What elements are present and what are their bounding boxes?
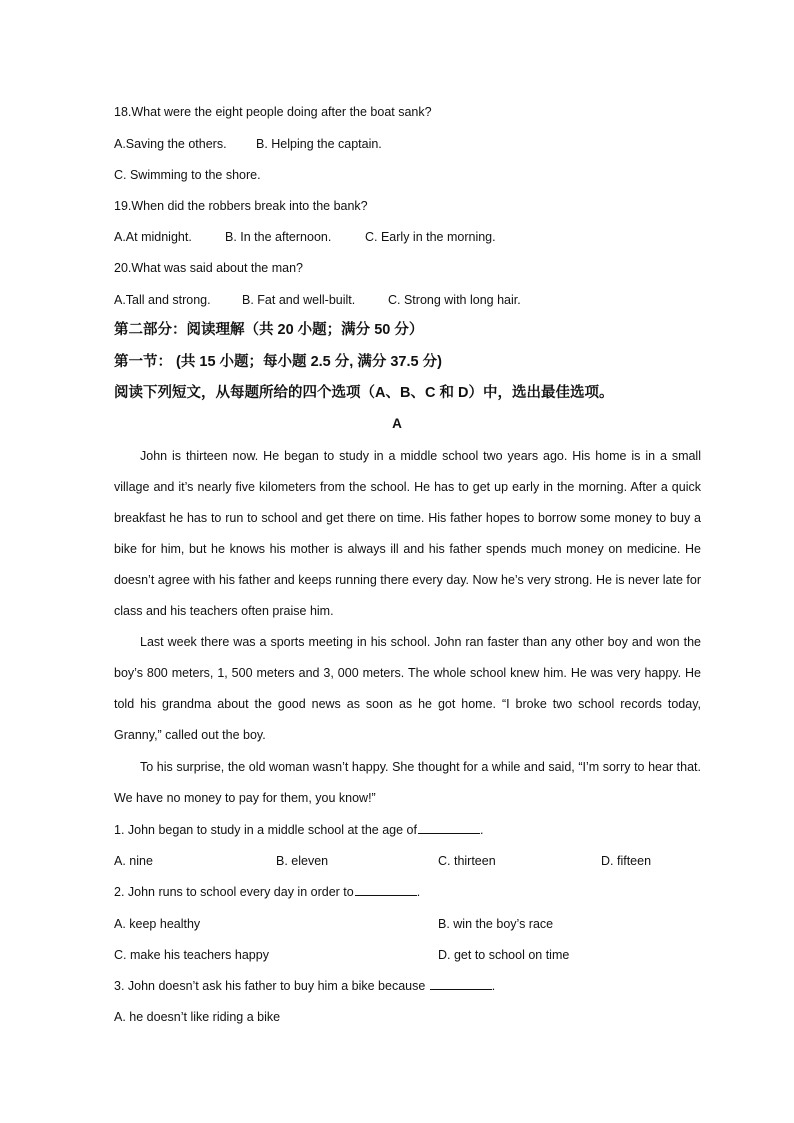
option-b: B. eleven [276,854,329,868]
question-18: 18.What were the eight people doing after the boat sank? [114,105,432,119]
option-a: A. keep healthy [114,917,201,931]
question-19: 19.When did the robbers break into the bank? [114,199,368,213]
option-c: C. Early in the morning. [365,230,496,244]
question-end: . [491,979,496,993]
question-end: . [480,823,484,837]
question-2-options-row1 [114,916,714,932]
option-c: C. Swimming to the shore. [114,168,261,182]
option-b: B. Fat and well-built. [242,293,356,307]
option-d: D. get to school on time [438,948,570,962]
option-a: A.At midnight. [114,230,192,244]
option-a: A. nine [114,854,153,868]
question-19-options [114,229,714,245]
question-18-options [114,136,714,152]
question-stem: 1. John began to study in a middle school at the age of [114,823,417,837]
question-20: 20.What was said about the man? [114,261,304,275]
option-c: C. thirteen [438,854,496,868]
option-b: B. win the boy’s race [438,917,554,931]
passage-paragraph-3: To his surprise, the old woman wasn’t happy. She thought for a while and said, “I’m sorry to hear that. We have no money to pay for them, you know!” [114,760,701,806]
question-2 [114,884,420,900]
passage-label: A [392,416,402,431]
option-a: A.Saving the others. [114,137,227,151]
option-b: B. In the afternoon. [225,230,332,244]
passage-paragraph-1: John is thirteen now. He began to study in a middle school two years ago. His home is in a small village and it’s nearly five kilometers from the school. He has to get up early in the morning. After a quick breakfast he has to run to school and get there on time. His father hopes to borrow some money to buy a bike for him, but he knows his mother is always ill and his father spends much money on medicine. He doesn’t agree with his father and keeps running there every day. Now he’s very strong. He is never late for class and his teachers often praise him. [114,449,701,619]
question-2-options-row2 [114,947,714,963]
question-20-options [114,292,714,308]
reading-instruction: 阅读下列短文，从每题所给的四个选项（A、B、C 和 D）中，选出最佳选项。 [114,385,614,401]
section1-title: 第一节： (共 15 小题；每小题 2.5 分, 满分 37.5 分) [114,354,442,370]
option-a: A. he doesn’t like riding a bike [114,1010,281,1024]
option-c: C. make his teachers happy [114,948,269,962]
question-end: . [416,885,421,899]
option-b: B. Helping the captain. [256,137,382,151]
option-d: D. fifteen [601,854,652,868]
option-a: A.Tall and strong. [114,293,211,307]
answer-blank [430,978,492,990]
option-c: C. Strong with long hair. [388,293,521,307]
answer-blank [355,884,417,896]
question-stem: 2. John runs to school every day in order to [114,885,354,899]
passage-paragraph-2: Last week there was a sports meeting in his school. John ran faster than any other boy and won the boy’s 800 meters, 1, 500 meters and 3, 000 meters. The whole school knew him. He was very happy. He told his grandma about the good news as soon as he got home. “I broke two school records today, Granny,” called out the boy. [114,635,701,743]
question-1 [114,822,483,838]
part2-title: 第二部分：阅读理解（共 20 小题；满分 50 分） [114,322,424,338]
question-stem: 3. John doesn’t ask his father to buy him a bike because [114,979,426,993]
question-1-options [114,853,714,869]
question-3 [114,978,495,994]
answer-blank [418,822,480,834]
